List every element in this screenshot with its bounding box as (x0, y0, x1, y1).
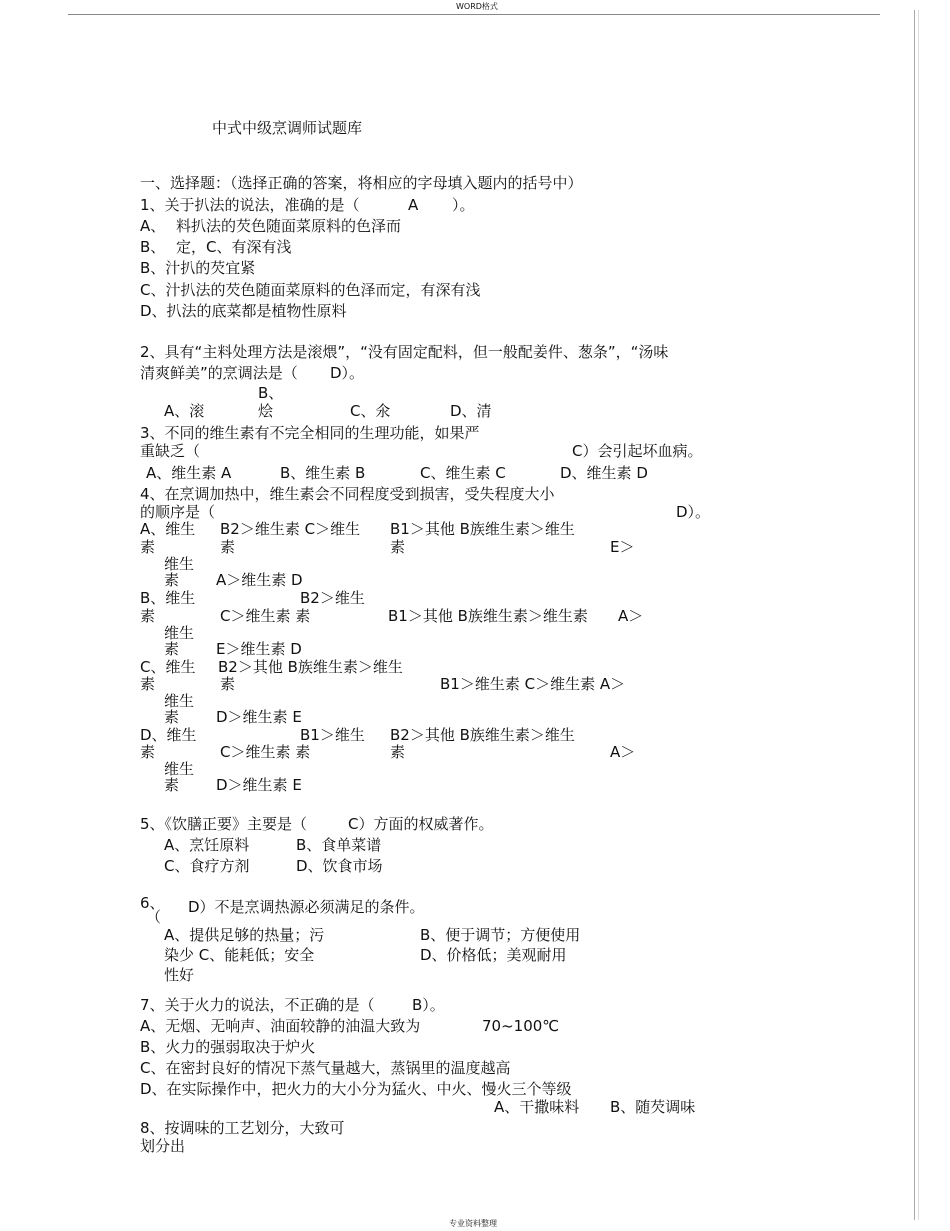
q4-b-wei: 维生 (164, 624, 195, 642)
q1-frag: 定，C、有深有浅 (176, 238, 292, 256)
q5-option-c: C、食疗方剂 (164, 857, 250, 875)
q4-b-2: B2＞维生 (300, 589, 365, 607)
q4-line2: 的顺序是（ (140, 503, 216, 521)
q1-frag-letter: B、 (140, 238, 166, 256)
q3-answer: C）会引起坏血病。 (572, 442, 703, 460)
q7-option-d: D、在实际操作中，把火力的大小分为猛火、中火、慢火三个等级 (140, 1080, 572, 1098)
q4-d-su3: 素 (164, 776, 180, 794)
q4-d-su1: 素 (140, 743, 156, 761)
q4-a-su2: 素 (220, 538, 236, 556)
q4-d-agt: A＞ (610, 743, 636, 761)
q8-line2: 划分出 (140, 1137, 186, 1155)
q7-stem: 7、关于火力的说法，不正确的是（ (140, 996, 375, 1014)
q2-answer: D）。 (330, 364, 365, 382)
q5-option-a: A、烹饪原料 (164, 836, 250, 854)
page-title: 中式中级烹调师试题库 (212, 119, 363, 137)
q3-option-a: A、维生素 A (146, 464, 232, 482)
q1-option-a-letter: A、 (140, 217, 166, 235)
q4-b-su: 素 (140, 607, 156, 625)
q1-option-b: B、汁扒的芡宜紧 (140, 259, 256, 277)
q2-option-b: 烩 (258, 402, 274, 420)
q8-line1: 8、按调味的工艺划分，大致可 (140, 1119, 345, 1137)
q7-option-a: A、无烟、无响声、油面较静的油温大致为 (140, 1017, 421, 1035)
q4-b-su2: 素 (164, 640, 180, 658)
q2-option-d: D、清 (450, 402, 492, 420)
q4-a-end: A＞维生素 D (216, 571, 303, 589)
q8-option-b: B、随芡调味 (610, 1098, 696, 1116)
q4-line1: 4、在烹调加热中，维生素会不同程度受到损害，受失程度大小 (140, 485, 555, 503)
q2-line1: 2、具有“主料处理方法是滚煨”，“没有固定配料，但一般配姜件、葱条”，“汤味 (140, 343, 669, 361)
q4-d-end: D＞维生素 E (216, 776, 302, 794)
q4-b-end: E＞维生素 D (216, 640, 302, 658)
q4-a-su4: 素 (164, 571, 180, 589)
q1-option-a: 料扒法的芡色随面菜原料的色泽而 (176, 217, 402, 235)
header-rule (68, 14, 880, 15)
q4-c-su3: 素 (164, 708, 180, 726)
q4-d-wei: 维生 (164, 760, 195, 778)
page-header: WORD格式 (456, 2, 498, 11)
q1-answer: A (408, 196, 419, 214)
q3-line1: 3、不同的维生素有不完全相同的生理功能，如果严 (140, 424, 480, 442)
q4-a-su1: 素 (140, 538, 156, 556)
q6-stem: D）不是烹调热源必须满足的条件。 (188, 898, 425, 916)
q7-answer: B）。 (412, 996, 445, 1014)
page-footer: 专业资料整理 (449, 1219, 497, 1228)
q1-end: ）。 (452, 196, 475, 214)
q4-c-su1: 素 (140, 675, 156, 693)
q3-option-c: C、维生素 C (420, 464, 506, 482)
q7-option-a-temp: 70~100℃ (482, 1017, 560, 1035)
q1-stem: 1、关于扒法的说法，准确的是（ (140, 196, 360, 214)
q6-paren: （ (146, 908, 162, 926)
page-edge-shadow (918, 10, 919, 1220)
q4-a-su3: 素 (390, 538, 406, 556)
q4-d-3: B2＞其他 B族维生素＞维生 (390, 726, 575, 744)
q2-option-a: A、滚 (164, 402, 205, 420)
q4-c-wei: 维生 (164, 692, 195, 710)
q5-option-d: D、饮食市场 (296, 857, 383, 875)
q4-a-1: A、维生 (140, 520, 196, 538)
q7-option-b: B、火力的强弱取决于炉火 (140, 1038, 316, 1056)
q4-a-3: B1＞其他 B族维生素＞维生 (390, 520, 575, 538)
q8-option-a: A、干撒味料 (494, 1098, 580, 1116)
q4-answer: D）。 (676, 503, 711, 521)
q1-option-c: C、汁扒法的芡色随面菜原料的色泽而定，有深有浅 (140, 281, 481, 299)
q4-a-wei: 维生 (164, 555, 195, 573)
q6-option-a: A、提供足够的热量；污 (164, 926, 325, 944)
q4-c-3: B1＞维生素 C＞维生素 A＞ (440, 675, 626, 693)
q3-option-d: D、维生素 D (560, 464, 648, 482)
q5-answer: C）方面的权威著作。 (348, 815, 494, 833)
q3-line2: 重缺乏（ (140, 442, 201, 460)
q4-c-su2: 素 (220, 675, 236, 693)
q4-b-agt: A＞ (618, 607, 644, 625)
q4-c-end: D＞维生素 E (216, 708, 302, 726)
q4-d-2: B1＞维生 (300, 726, 365, 744)
q2-line2: 清爽鲜美”的烹调法是（ (140, 364, 298, 382)
page-edge (914, 10, 915, 1220)
q2-option-b-letter: B、 (258, 384, 284, 402)
q6-option-a3: 性好 (164, 966, 195, 984)
q3-option-b: B、维生素 B (280, 464, 366, 482)
q6-num: 6、 (140, 894, 165, 912)
q4-a-egt: E＞ (610, 538, 635, 556)
q5-stem: 5、《饮膳正要》主要是（ (140, 815, 308, 833)
q4-c-2: B2＞其他 B族维生素＞维生 (218, 658, 403, 676)
q4-b-3: C＞维生素 素 (220, 607, 311, 625)
q4-c-1: C、维生 (140, 658, 196, 676)
q7-option-c: C、在密封良好的情况下蒸气量越大，蒸锅里的温度越高 (140, 1059, 511, 1077)
q6-option-b: B、便于调节；方便使用 (420, 926, 581, 944)
q4-b-4: B1＞其他 B族维生素＞维生素 (388, 607, 588, 625)
q4-a-2: B2＞维生素 C＞维生 (220, 520, 361, 538)
q4-d-4: C＞维生素 素 (220, 743, 311, 761)
q4-b-1: B、维生 (140, 589, 196, 607)
q6-option-a2: 染少 C、能耗低；安全 (164, 946, 315, 964)
q4-d-su2: 素 (390, 743, 406, 761)
q5-option-b: B、食单菜谱 (296, 836, 382, 854)
q6-option-d: D、价格低；美观耐用 (420, 946, 567, 964)
section-heading: 一、选择题：（选择正确的答案，将相应的字母填入题内的括号中） (140, 174, 583, 192)
q1-option-d: D、扒法的底菜都是植物性原料 (140, 302, 347, 320)
q2-option-c: C、氽 (350, 402, 391, 420)
q4-d-1: D、维生 (140, 726, 197, 744)
